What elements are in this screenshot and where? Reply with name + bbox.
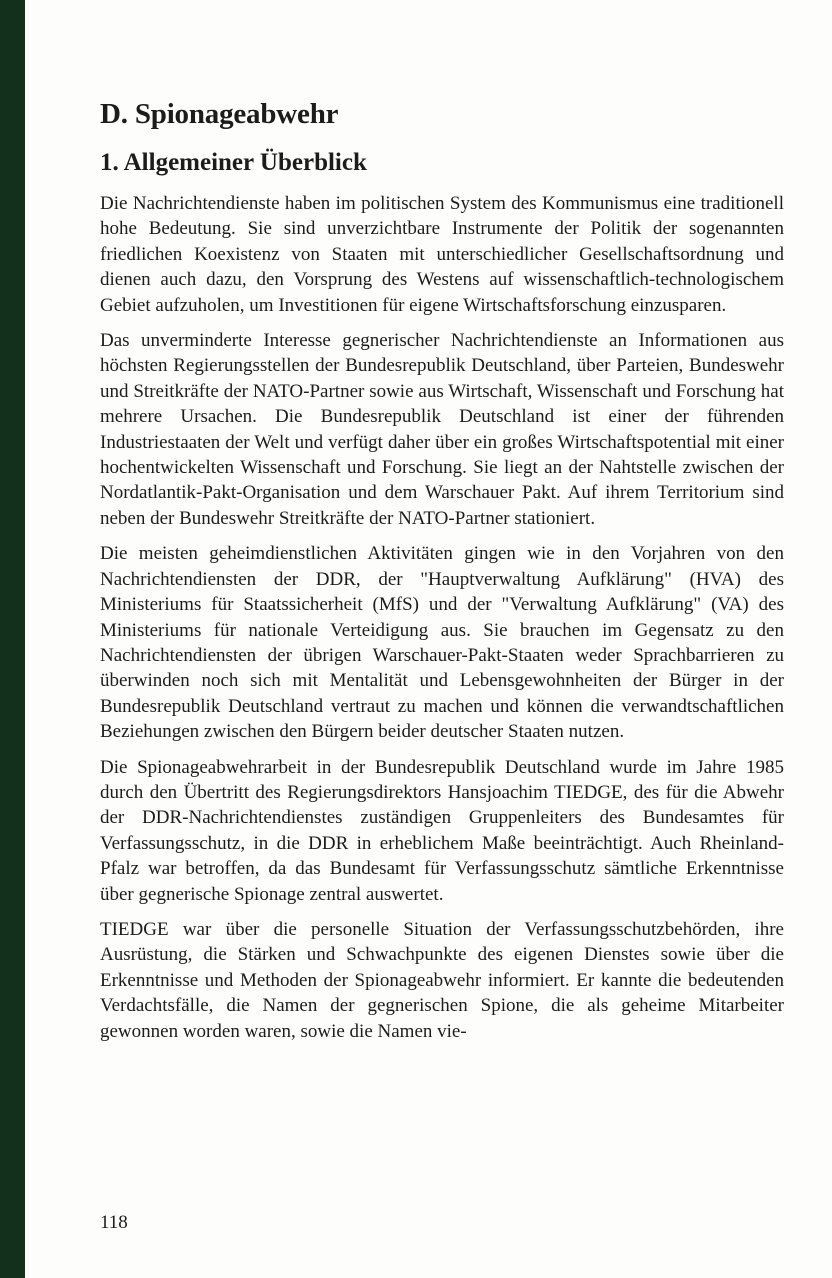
page-spine [0, 0, 30, 1278]
paragraph-4: Die Spionageabwehrarbeit in der Bundesrepublik Deutschland wurde im Jahre 1985 durch den Übertritt des Regierungsdirektors Hansjoachim TIEDGE, des für die Abwehr der DDR-Nachrichtendienstes zuständigen Gruppenleiters des Bundesamtes für Verfassungsschutz, in die DDR in erheblichem Maße beeinträchtigt. Auch Rheinland-Pfalz war betroffen, da das Bundesamt für Verfassungsschutz sämtliche Erkenntnisse über gegnerische Spionage zentral auswertet. [100, 756, 784, 905]
paragraph-3: Die meisten geheimdienstlichen Aktivitäten gingen wie in den Vorjahren von den Nachrichtendiensten der DDR, der "Hauptverwaltung Aufklärung" (HVA) des Ministeriums für Staatssicherheit (MfS) und der "Verwaltung Aufklärung" (VA) des Ministeriums für nationale Verteidigung aus. Sie brauchen im Gegensatz zu den Nachrichtendiensten der übrigen Warschauer-Pakt-Staaten weder Sprachbarrieren zu überwinden noch sich mit Mentalität und Lebensgewohnheiten der Bürger in der Bundesrepublik Deutschland vertraut zu machen und können die verwandtschaftlichen Beziehungen zwischen den Bürgern beider deutscher Staaten nutzen. [100, 543, 784, 743]
document-page [100, 94, 784, 1044]
chapter-heading: D. Spionageabwehr [100, 98, 339, 130]
binding-edge [0, 0, 25, 1278]
paragraph-5: TIEDGE war über die personelle Situation der Verfassungsschutzbehörden, ihre Ausrüstung, die Stärken und Schwachpunkte des eigenen Dienstes sowie über die Erkenntnisse und Methoden der Spionageabwehr informiert. Er kannte die bedeutenden Verdachtsfälle, die Namen der gegnerischen Spione, die als geheime Mitarbeiter gewonnen worden waren, sowie die Namen vie- [100, 918, 784, 1042]
paragraph-2: Das unverminderte Interesse gegnerischer Nachrichtendienste an Informationen aus höchsten Regierungsstellen der Bundesrepublik Deutschland, über Parteien, Bundeswehr und Streitkräfte der NATO-Partner sowie aus Wirtschaft, Wissenschaft und Forschung hat mehrere Ursachen. Die Bundesrepublik Deutschland ist einer der führenden Industriestaaten der Welt und verfügt daher über ein großes Wirtschaftspotential mit einer hochentwickelten Wissenschaft und Forschung. Sie liegt an der Nahtstelle zwischen der Nordatlantik-Pakt-Organisation und dem Warschauer Pakt. Auf ihrem Territorium sind neben der Bundeswehr Streitkräfte der NATO-Partner stationiert. [100, 330, 784, 529]
paragraph-1: Die Nachrichtendienste haben im politischen System des Kommunismus eine traditionell hohe Bedeutung. Sie sind unverzichtbare Instrumente der Politik der sogenannten friedlichen Koexistenz von Staaten mit unterschiedlicher Gesellschaftsordnung und dienen auch dazu, den Vorsprung des Westens auf wissenschaftlich-technologischem Gebiet aufzuholen, um Investitionen für eigene Wirtschaftsforschung einzusparen. [100, 193, 784, 316]
page-number: 118 [100, 1212, 128, 1233]
section-heading: 1. Allgemeiner Überblick [100, 149, 367, 176]
